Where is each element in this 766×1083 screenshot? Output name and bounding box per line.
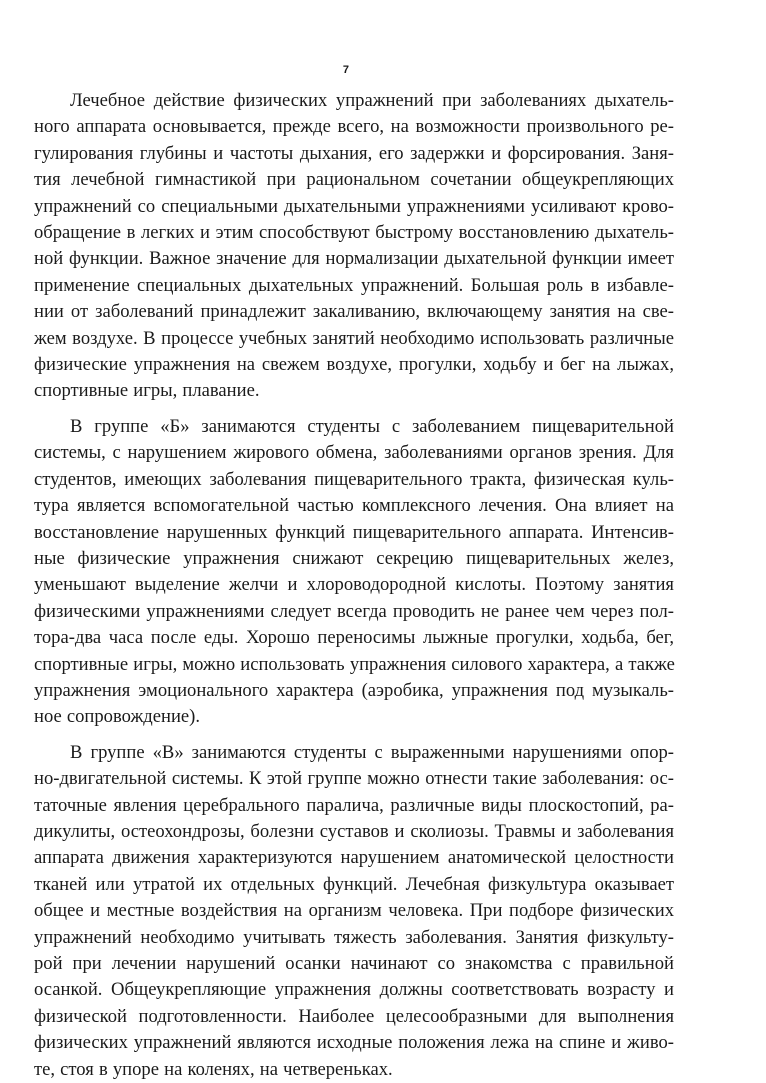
text-line: уменьшают выделение желчи и хлороводородной кислоты. Поэтому занятия bbox=[34, 574, 674, 596]
text-line: жем воздухе. В процессе учебных занятий необходимо использовать различные bbox=[34, 327, 674, 349]
text-line: дикулиты, остеохондрозы, болезни суставов и сколиозы. Травмы и заболевания bbox=[34, 820, 674, 842]
text-line: физическими упражнениями следует всегда проводить не ранее чем через пол- bbox=[34, 600, 674, 622]
text-line: общее и местные воздействия на организм человека. При подборе физических bbox=[34, 900, 674, 922]
text-line: физических упражнений являются исходные положения лежа на спине и живо- bbox=[34, 1032, 674, 1054]
text-line: упражнений необходимо учитывать тяжесть заболевания. Занятия физкульту- bbox=[34, 926, 674, 948]
text-line: студентов, имеющих заболевания пищеварительного тракта, физическая куль- bbox=[34, 468, 674, 490]
text-line: В группе «В» занимаются студенты с выраженными нарушениями опор- bbox=[70, 741, 674, 763]
text-line: тора-два часа после еды. Хорошо переносимы лыжные прогулки, ходьба, бег, bbox=[34, 627, 674, 649]
text-line: тура является вспомогательной частью комплексного лечения. Она влияет на bbox=[34, 495, 674, 517]
paragraph-respiratory bbox=[34, 88, 674, 405]
text-line: тия лечебной гимнастикой при рациональном сочетании общеукрепляющих bbox=[34, 169, 674, 191]
text-line: осанкой. Общеукрепляющие упражнения должны соответствовать возрасту и bbox=[34, 979, 674, 1001]
text-line: таточные явления церебрального паралича, различные виды плоскостопий, ра- bbox=[34, 794, 674, 816]
text-line: упражнения эмоционального характера (аэробика, упражнения под музыкаль- bbox=[34, 679, 674, 701]
text-line: те, стоя в упоре на коленях, на четвереньках. bbox=[34, 1058, 393, 1080]
text-line: рой при лечении нарушений осанки начинают со знакомства с правильной bbox=[34, 953, 674, 974]
text-line: физические упражнения на свежем воздухе, прогулки, ходьбу и бег на лыжах, bbox=[34, 354, 674, 376]
text-line: ного аппарата основывается, прежде всего, на возможности произвольного ре- bbox=[34, 116, 674, 138]
text-line: ные физические упражнения снижают секрецию пищеварительных желез, bbox=[34, 547, 674, 569]
text-line: В группе «Б» занимаются студенты с заболеванием пищеварительной bbox=[70, 415, 674, 437]
text-line: обращение в легких и этим способствуют быстрому восстановлению дыхатель- bbox=[34, 222, 674, 244]
text-line: системы, с нарушением жирового обмена, заболеваниями органов зрения. Для bbox=[34, 442, 674, 464]
text-line: применение специальных дыхательных упражнений. Большая роль в избавле- bbox=[34, 274, 674, 296]
text-line: физической подготовленности. Наиболее целесообразными для выполнения bbox=[34, 1005, 674, 1027]
text-line: Лечебное действие физических упражнений при заболеваниях дыхатель- bbox=[70, 90, 674, 111]
text-line: но-двигательной системы. К этой группе можно отнести такие заболевания: ос- bbox=[34, 768, 674, 790]
text-line: упражнений со специальными дыхательными упражнениями усиливают крово- bbox=[34, 195, 674, 217]
text-line: гулирования глубины и частоты дыхания, его задержки и форсирования. Заня- bbox=[34, 142, 674, 164]
text-line: спортивные игры, плавание. bbox=[34, 380, 260, 402]
paragraph-group-b bbox=[34, 414, 674, 731]
text-line: спортивные игры, можно использовать упражнения силового характера, а также bbox=[34, 653, 675, 675]
text-line: восстановление нарушенных функций пищеварительного аппарата. Интенсив- bbox=[34, 521, 674, 543]
paragraph-group-v bbox=[34, 740, 674, 1083]
body-text bbox=[34, 88, 674, 1083]
text-line: нии от заболеваний принадлежит закаливанию, включающему занятия на све- bbox=[34, 301, 674, 323]
page-number: 7 bbox=[342, 64, 350, 76]
text-line: ной функции. Важное значение для нормализации дыхательной функции имеет bbox=[34, 248, 674, 270]
text-line: ное сопровождение). bbox=[34, 706, 201, 728]
text-line: тканей или утратой их отдельных функций. Лечебная физкультура оказывает bbox=[34, 873, 674, 895]
text-line: аппарата движения характеризуются нарушением анатомической целостности bbox=[34, 847, 674, 869]
